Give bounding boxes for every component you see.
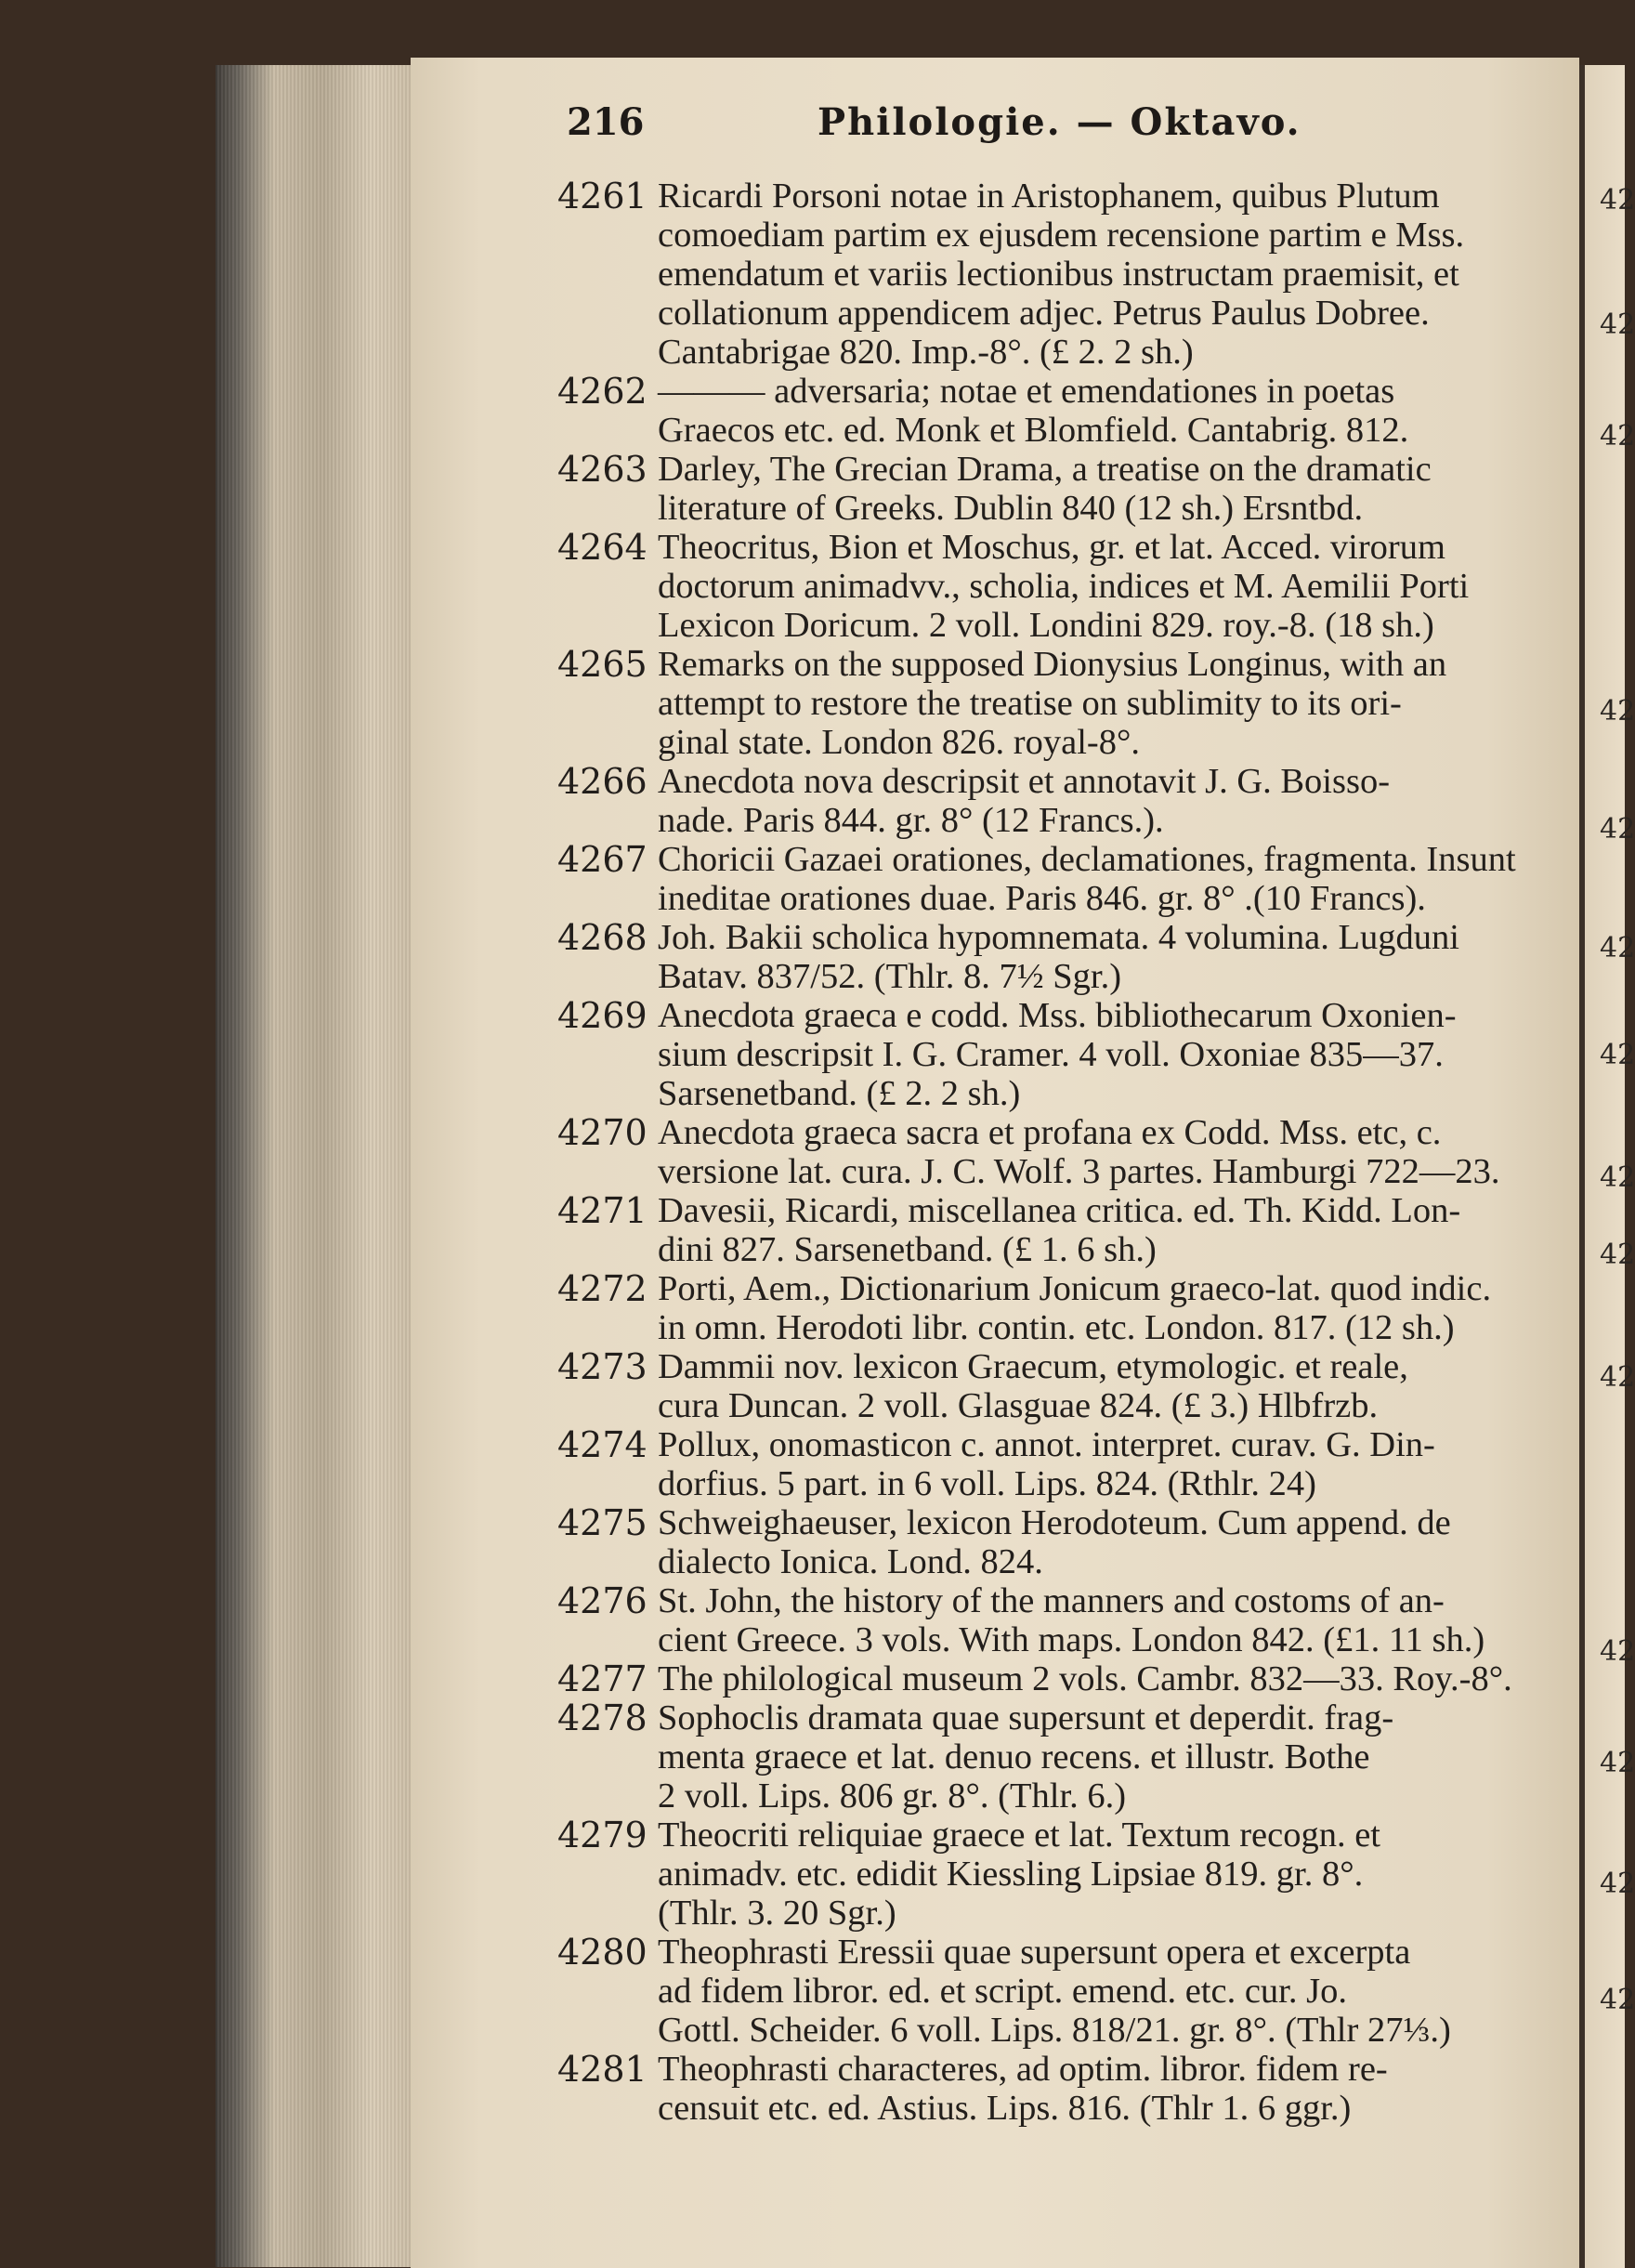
entry-number: 4263	[557, 449, 647, 490]
entry-number: 4261	[557, 176, 647, 216]
entry-line: Batav. 837/52. (Thlr. 8. 7½ Sgr.)	[658, 957, 1122, 996]
entry-number: 4265	[557, 644, 647, 685]
entry-line: Pollux, onomasticon c. annot. interpret. curav. G. Din-	[658, 1425, 1435, 1464]
entry-number: 4271	[557, 1190, 647, 1231]
facing-page-text-stub: 42	[1600, 1239, 1635, 1271]
entry-line: censuit etc. ed. Astius. Lips. 816. (Thlr 1. 6 ggr.)	[658, 2089, 1352, 2128]
entry-number: 4268	[557, 917, 647, 958]
facing-page-text-stub: 42	[1600, 1361, 1635, 1394]
entry-number: 4262	[557, 371, 647, 412]
entry-number: 4274	[557, 1424, 647, 1465]
entry-description	[658, 177, 1577, 372]
entry-line: Joh. Bakii scholica hypomnemata. 4 volumina. Lugduni	[658, 918, 1459, 957]
entry-number: 4264	[557, 527, 647, 568]
entry-line: ad fidem libror. ed. et script. emend. etc. cur. Jo.	[658, 1972, 1347, 2011]
page-header	[0, 100, 1625, 156]
entry-line: Darley, The Grecian Drama, a treatise on the dramatic	[658, 450, 1432, 489]
entry-number: 4273	[557, 1346, 647, 1387]
entry-line: Lexicon Doricum. 2 voll. Londini 829. roy.-8. (18 sh.)	[658, 606, 1434, 645]
entry-description	[658, 1698, 1577, 1816]
entry-line: comoediam partim ex ejusdem recensione partim e Mss.	[658, 216, 1465, 255]
entry-line: 2 voll. Lips. 806 gr. 8°. (Thlr. 6.)	[658, 1776, 1127, 1816]
entry-number: 4278	[557, 1698, 647, 1738]
entry-description	[658, 1581, 1577, 1659]
entry-description	[658, 1269, 1577, 1347]
entry-line: Choricii Gazaei orationes, declamationes, fragmenta. Insunt	[658, 840, 1516, 879]
facing-page-text-stub: 42	[1600, 1868, 1635, 1900]
entry-line: menta graece et lat. denuo recens. et illustr. Bothe	[658, 1737, 1370, 1776]
entry-description	[658, 2050, 1577, 2128]
entry-description	[658, 1933, 1577, 2050]
entry-line: attempt to restore the treatise on sublimity to its ori-	[658, 684, 1402, 723]
entry-description	[658, 762, 1577, 840]
entry-line: Graecos etc. ed. Monk et Blomfield. Cantabrig. 812.	[658, 411, 1409, 450]
entry-line: Davesii, Ricardi, miscellanea critica. ed. Th. Kidd. Lon-	[658, 1191, 1461, 1230]
entry-line: doctorum animadvv., scholia, indices et M. Aemilii Porti	[658, 567, 1470, 606]
entry-line: ineditae orationes duae. Paris 846. gr. 8° .(10 Francs).	[658, 879, 1426, 918]
entry-number: 4269	[557, 995, 647, 1036]
entry-number: 4270	[557, 1112, 647, 1153]
running-title: Philologie. — Oktavo.	[818, 100, 1301, 144]
entry-line: Porti, Aem., Dictionarium Jonicum graeco-lat. quod indic.	[658, 1269, 1492, 1308]
entry-line: (Thlr. 3. 20 Sgr.)	[658, 1894, 896, 1933]
entry-line: Theophrasti Eressii quae supersunt opera et excerpta	[658, 1933, 1411, 1972]
entry-line: nade. Paris 844. gr. 8° (12 Francs.).	[658, 801, 1164, 840]
entry-line: cient Greece. 3 vols. With maps. London 842. (£1. 11 sh.)	[658, 1620, 1485, 1659]
entry-number: 4275	[557, 1502, 647, 1543]
facing-page-text-stub: 42	[1600, 308, 1635, 341]
entry-line: ginal state. London 826. royal-8°.	[658, 723, 1140, 762]
entry-line: dini 827. Sarsenetband. (£ 1. 6 sh.)	[658, 1230, 1157, 1269]
entry-number: 4281	[557, 2049, 647, 2090]
entry-number: 4280	[557, 1932, 647, 1973]
entry-description	[658, 645, 1577, 762]
entry-line: sium descripsit I. G. Cramer. 4 voll. Oxoniae 835—37.	[658, 1035, 1444, 1074]
facing-page-text-stub: 42	[1600, 695, 1635, 728]
entry-line: St. John, the history of the manners and costoms of an-	[658, 1581, 1445, 1620]
entry-description	[658, 1113, 1577, 1191]
entry-description	[658, 1347, 1577, 1425]
entry-line: versione lat. cura. J. C. Wolf. 3 partes. Hamburgi 722—23.	[658, 1152, 1500, 1191]
entry-description	[658, 1816, 1577, 1933]
entry-line: ——— adversaria; notae et emendationes in poetas	[658, 372, 1395, 411]
entry-line: Sarsenetband. (£ 2. 2 sh.)	[658, 1074, 1021, 1113]
entry-description	[658, 840, 1577, 918]
entry-line: Anecdota graeca e codd. Mss. bibliothecarum Oxonien-	[658, 996, 1457, 1035]
entry-description	[658, 372, 1577, 450]
entry-number: 4277	[557, 1658, 647, 1699]
entry-line: Theocriti reliquiae graece et lat. Textum recogn. et	[658, 1816, 1380, 1855]
entry-number: 4266	[557, 761, 647, 802]
entry-line: Anecdota nova descripsit et annotavit J. G. Boisso-	[658, 762, 1391, 801]
entry-description	[658, 1659, 1577, 1698]
entry-line: The philological museum 2 vols. Cambr. 832—33. Roy.-8°.	[658, 1659, 1512, 1698]
facing-page-text-stub: 42	[1600, 1039, 1635, 1071]
entry-description	[658, 450, 1577, 528]
page-block-edge	[216, 65, 411, 2267]
facing-page-text-stub: 42	[1600, 1161, 1635, 1194]
entry-line: Theocritus, Bion et Moschus, gr. et lat. Acced. virorum	[658, 528, 1445, 567]
entry-description	[658, 528, 1577, 645]
entry-description	[658, 1191, 1577, 1269]
entry-line: Cantabrigae 820. Imp.-8°. (£ 2. 2 sh.)	[658, 333, 1194, 372]
entry-number: 4267	[557, 839, 647, 880]
entry-line: Gottl. Scheider. 6 voll. Lips. 818/21. gr. 8°. (Thlr 27⅓.)	[658, 2011, 1451, 2050]
facing-page-text-stub: 42	[1600, 420, 1635, 452]
entry-line: Ricardi Porsoni notae in Aristophanem, quibus Plutum	[658, 177, 1440, 216]
entry-line: in omn. Herodoti libr. contin. etc. London. 817. (12 sh.)	[658, 1308, 1455, 1347]
entry-line: Sophoclis dramata quae supersunt et deperdit. frag-	[658, 1698, 1394, 1737]
entry-line: animadv. etc. edidit Kiessling Lipsiae 819. gr. 8°.	[658, 1855, 1364, 1894]
entry-description	[658, 1425, 1577, 1503]
entry-number: 4279	[557, 1815, 647, 1855]
entry-line: dorfius. 5 part. in 6 voll. Lips. 824. (Rthlr. 24)	[658, 1464, 1316, 1503]
entry-line: cura Duncan. 2 voll. Glasguae 824. (£ 3.) Hlbfrzb.	[658, 1386, 1379, 1425]
page-number: 216	[567, 100, 645, 144]
facing-page-text-stub: 42	[1600, 184, 1635, 216]
entry-description	[658, 996, 1577, 1113]
entry-line: Remarks on the supposed Dionysius Longinus, with an	[658, 645, 1447, 684]
entry-line: Anecdota graeca sacra et profana ex Codd. Mss. etc, c.	[658, 1113, 1442, 1152]
facing-page-text-stub: 42	[1600, 1635, 1635, 1668]
entry-line: Dammii nov. lexicon Graecum, etymologic. et reale,	[658, 1347, 1408, 1386]
entry-line: dialecto Ionica. Lond. 824.	[658, 1542, 1043, 1581]
entry-line: emendatum et variis lectionibus instructam praemisit, et	[658, 255, 1459, 294]
entry-description	[658, 1503, 1577, 1581]
entry-line: Schweighaeuser, lexicon Herodoteum. Cum append. de	[658, 1503, 1451, 1542]
entry-line: collationum appendicem adjec. Petrus Paulus Dobree.	[658, 294, 1430, 333]
facing-page-text-stub: 42	[1600, 813, 1635, 846]
entry-line: literature of Greeks. Dublin 840 (12 sh.) Ersntbd.	[658, 489, 1364, 528]
entry-line: Theophrasti characteres, ad optim. libror. fidem re-	[658, 2050, 1388, 2089]
entry-number: 4276	[557, 1580, 647, 1621]
facing-page-text-stub: 42	[1600, 1747, 1635, 1779]
entry-description	[658, 918, 1577, 996]
facing-page-text-stub: 42	[1600, 1984, 1635, 2016]
entry-number: 4272	[557, 1268, 647, 1309]
facing-page-text-stub: 42	[1600, 932, 1635, 964]
